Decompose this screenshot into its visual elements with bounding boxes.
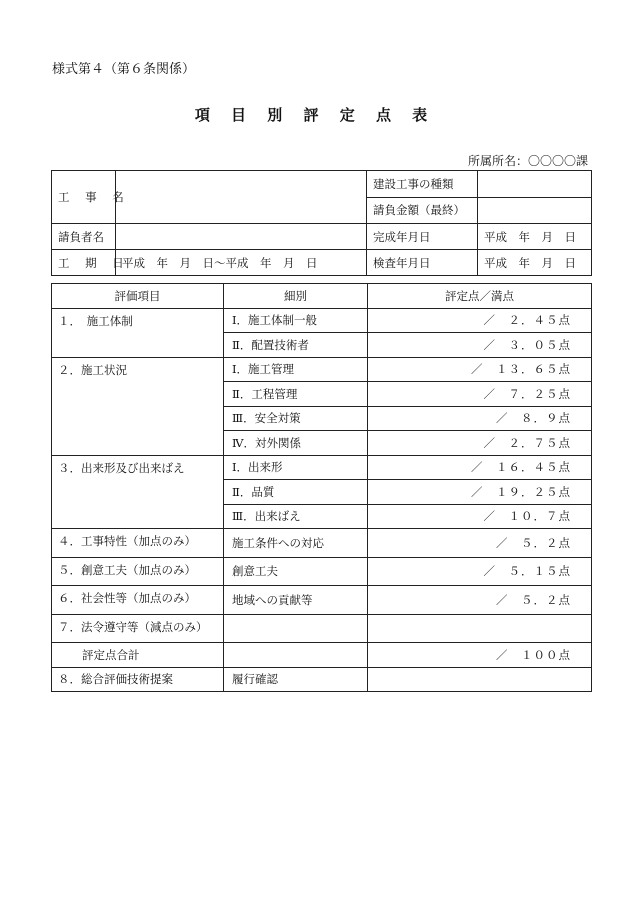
total-score[interactable]: ／ １００点 [368, 643, 592, 668]
evaluation-item: ３．出来形及び出来ばえ [52, 455, 224, 529]
score-cell[interactable]: ／ １９．２５点 [368, 480, 592, 505]
score-cell[interactable]: ／ ７．２５点 [368, 382, 592, 407]
detail-cell: Ⅰ．出来形 [224, 455, 368, 480]
table-row [52, 614, 592, 643]
detail-cell: Ⅲ．出来ばえ [224, 504, 368, 529]
page-title: 項 目 別 評 定 点 表 [194, 106, 436, 124]
contractor-field[interactable] [116, 224, 367, 250]
department-label: 所属所名：〇〇〇〇課 [467, 154, 588, 168]
column-header-detail: 細別 [224, 284, 368, 309]
score-cell[interactable]: ／ １６．４５点 [368, 455, 592, 480]
detail-cell: Ⅰ．施工管理 [224, 357, 368, 382]
score-cell[interactable] [368, 614, 592, 643]
detail-cell: Ⅱ．品質 [224, 480, 368, 505]
contractor-label: 請負者名 [52, 224, 116, 250]
form-number: 様式第４（第６条関係） [52, 62, 196, 77]
table-row [52, 586, 592, 615]
total-row [52, 643, 592, 668]
detail-cell: 施工条件への対応 [224, 529, 368, 558]
evaluation-item: ７．法令遵守等（減点のみ） [52, 614, 224, 643]
evaluation-item: １． 施工体制 [52, 308, 224, 357]
evaluation-item: ６．社会性等（加点のみ） [52, 586, 224, 615]
detail-cell: 創意工夫 [224, 557, 368, 586]
work-type-field[interactable] [478, 171, 592, 198]
completion-label: 完成年月日 [367, 224, 478, 250]
work-type-label: 建設工事の種類 [367, 171, 478, 198]
score-cell[interactable]: ／ ５．２点 [368, 529, 592, 558]
table-row [52, 308, 592, 333]
score-cell[interactable]: ／ ５．２点 [368, 586, 592, 615]
evaluation-item: ４．工事特性（加点のみ） [52, 529, 224, 558]
completion-date[interactable]: 平成 年 月 日 [478, 224, 592, 250]
score-cell[interactable]: ／ １３．６５点 [368, 357, 592, 382]
proposal-detail: 履行確認 [224, 667, 368, 692]
column-header-score: 評定点／満点 [368, 284, 592, 309]
work-name-label: 工 事 名 [52, 171, 116, 224]
score-cell[interactable]: ／ ５．１５点 [368, 557, 592, 586]
detail-cell: Ⅰ．施工体制一般 [224, 308, 368, 333]
score-cell[interactable]: ／ ８．９点 [368, 406, 592, 431]
header-table [51, 170, 592, 276]
work-name-field[interactable] [116, 171, 367, 224]
total-detail-empty [224, 643, 368, 668]
score-cell[interactable]: ／ ２．７５点 [368, 431, 592, 456]
table-row [52, 557, 592, 586]
detail-cell: Ⅱ．工程管理 [224, 382, 368, 407]
proposal-item: ８．総合評価技術提案 [52, 667, 224, 692]
contract-amount-label: 請負金額（最終） [367, 197, 478, 224]
inspection-date[interactable]: 平成 年 月 日 [478, 250, 592, 276]
detail-cell: Ⅲ．安全対策 [224, 406, 368, 431]
detail-cell [224, 614, 368, 643]
column-header-item: 評価項目 [52, 284, 224, 309]
table-row [52, 529, 592, 558]
inspection-label: 検査年月日 [367, 250, 478, 276]
proposal-row [52, 667, 592, 692]
total-label: 評定点合計 [52, 643, 224, 668]
table-row [52, 357, 592, 382]
period-label: 工 期 日 [52, 250, 116, 276]
table-row [52, 455, 592, 480]
proposal-score-field[interactable] [368, 667, 592, 692]
score-cell[interactable]: ／ ３．０５点 [368, 333, 592, 358]
score-cell[interactable]: ／ ２．４５点 [368, 308, 592, 333]
detail-cell: Ⅱ．配置技術者 [224, 333, 368, 358]
evaluation-item: ５．創意工夫（加点のみ） [52, 557, 224, 586]
evaluation-item: ２．施工状況 [52, 357, 224, 455]
detail-cell: Ⅳ．対外関係 [224, 431, 368, 456]
score-table [51, 283, 592, 692]
contract-amount-field[interactable] [478, 197, 592, 224]
score-cell[interactable]: ／ １０．７点 [368, 504, 592, 529]
period-dates[interactable]: 平成 年 月 日～平成 年 月 日 [116, 250, 367, 276]
detail-cell: 地域への貢献等 [224, 586, 368, 615]
